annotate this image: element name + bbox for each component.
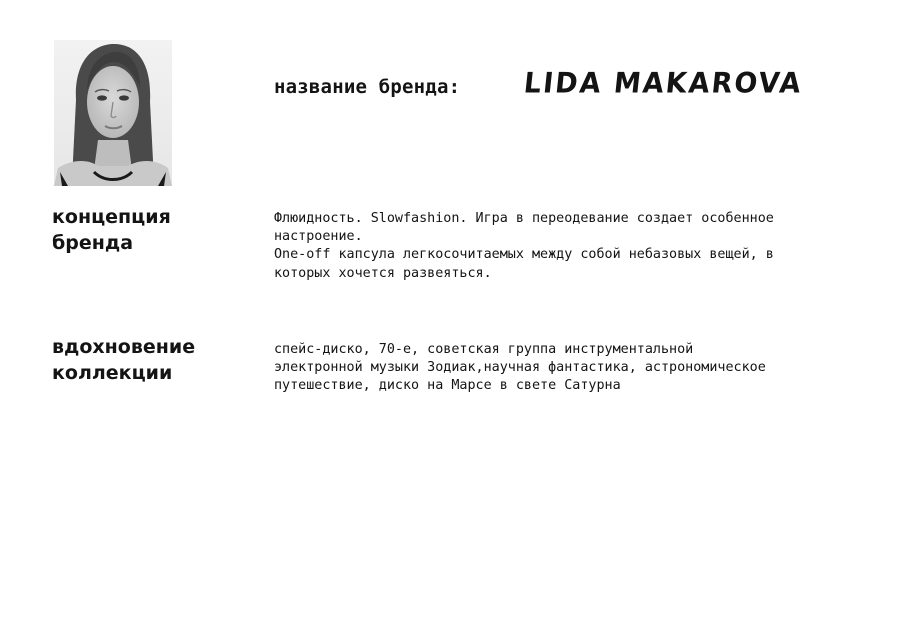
collection-inspiration-text: спейс-диско, 70-е, советская группа инструментальной электронной музыки Зодиак,научная фантастика, астрономическое путешествие, диско на Марсе в свете Сатурна xyxy=(274,342,766,394)
brand-name-label: название бренда: xyxy=(274,76,461,98)
portrait-icon xyxy=(54,40,172,186)
collection-inspiration-heading-text: вдохновение коллекции xyxy=(52,336,196,384)
collection-inspiration-heading xyxy=(52,334,242,386)
brand-name-logo: LIDA MAKAROVA xyxy=(522,67,805,100)
portrait-photo xyxy=(54,40,172,186)
brand-concept-heading-text: концепция бренда xyxy=(52,206,171,254)
brand-concept-text: Флюидность. Slowfashion. Игра в переодевание создает особенное настроение. One-off капсула легкосочитаемых между собой небазовых вещей, в которых хочется развеяться. xyxy=(274,211,774,281)
brand-concept-heading xyxy=(52,204,242,256)
